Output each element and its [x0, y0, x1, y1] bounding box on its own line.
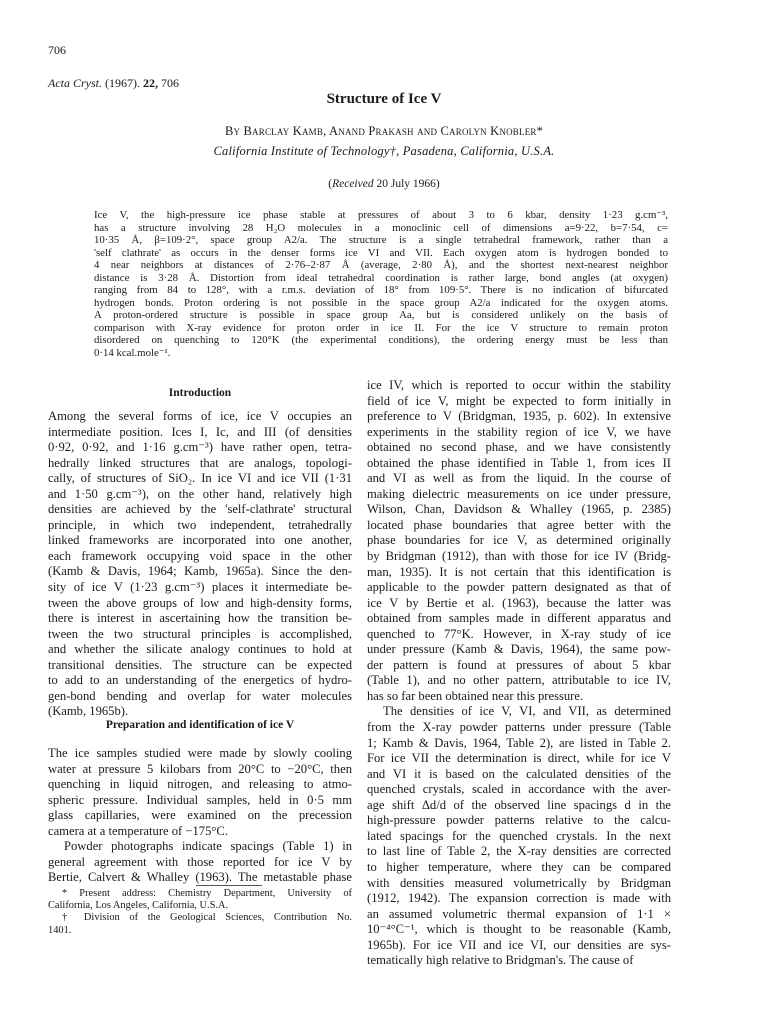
text-line: der pattern is found at pressures of about 5 kbar — [367, 657, 671, 672]
text-line: glass capillaries, were examined on the precession — [48, 808, 352, 823]
text-line: 1965b). For ice VII and ice VI, our densities are sys- — [367, 937, 671, 952]
text-line: an assumed volumetric thermal expansion of 1·1 × — [367, 906, 671, 921]
text-line: 10⁻⁴°C⁻¹, which is thought to be reasonable (Kamb, — [367, 922, 671, 937]
abstract-line: disordered on quenching to 120°K (the experimental conditions), the ordering energy must be less than — [94, 334, 668, 346]
authors: By Barclay Kamb, Anand Prakash and Carolyn Knobler* — [224, 124, 544, 138]
received-date: (Received 20 July 1966) — [328, 178, 440, 190]
text-line: densities are achieved by the 'self-clathrate' structural — [48, 502, 352, 517]
text-line: man, 1935). It is not certain that this identification is — [367, 564, 671, 579]
text-line: obtained the phase identified in Table 1, from ices II — [367, 455, 671, 470]
text-line: there is interest in ascertaining how the transition be- — [48, 611, 352, 626]
received-label: Received — [332, 178, 374, 190]
right-column-text — [367, 378, 671, 969]
text-line: hedrally linked structures that are analogs, topologi- — [48, 455, 352, 470]
text-line: (Kamb & Davis, 1964; Kamb, 1965a). Since the den- — [48, 564, 352, 579]
text-line: (1912, 1942). The expansion correction is made with — [367, 891, 671, 906]
abstract-line: 4 near neighbors at distances of 2·76–2·87 Å (average, 2·80 Å), and the shortest next-nearest neighbor — [94, 259, 668, 271]
affiliation: California Institute of Technology†, Pasadena, California, U.S.A. — [213, 144, 555, 158]
text-line: with densities measured volumetrically by Bridgman — [367, 875, 671, 890]
text-line: experiments in the stability region of ice V, we have — [367, 424, 671, 439]
text-line: preference to V (Bridgman, 1935, p. 602). In extensive — [367, 409, 671, 424]
text-line: ice V by Bertie et al. (1963), because the latter was — [367, 595, 671, 610]
abstract-line: Ice V, the high-pressure ice phase stable at pressures of about 3 to 6 kbar, density 1·23 g.cm⁻³, — [94, 209, 668, 221]
abstract-line: comparison with X-ray evidence for proton order in ice II. For the ice V structure to remain proton — [94, 321, 668, 334]
text-line: under pressure (Kamb & Davis, 1964), the same pow- — [367, 642, 671, 657]
text-line: Bertie, Calvert & Whalley (1963). The metastable phase — [48, 870, 352, 885]
text-line: applicable to the powder pattern designated as that of — [367, 580, 671, 595]
page-number: 706 — [48, 43, 66, 57]
abstract — [94, 209, 668, 359]
text-line: and VI it is based on the calculated densities of the — [367, 766, 671, 781]
text-line: water at pressure 5 kilobars from 20°C to −20°C, then — [48, 761, 352, 776]
text-line: 0·92, 0·92, and 1·16 g.cm⁻³) have rather open, tetra- — [48, 440, 352, 455]
text-line: 1; Kamb & Davis, 1964, Table 2), are listed in Table 2. — [367, 735, 671, 750]
text-line: (Table 1), and no other pattern, attributable to ice IV, — [367, 673, 671, 688]
text-line: principle, in which two independent, tetrahedrally — [48, 517, 352, 532]
text-line: sity of ice V (1·23 g.cm⁻³) places it intermediate be- — [48, 580, 352, 595]
text-line: Among the several forms of ice, ice V occupies an — [48, 409, 352, 423]
text-line: For ice VII the determination is direct, while for ice V — [367, 751, 671, 766]
abstract-line: ranging from 84 to 128°, with a r.m.s. deviation of 18° from 109·5°. There is no indication of bifurcated — [94, 284, 668, 296]
footnote-line: † Division of the Geological Sciences, Contribution No. — [62, 912, 352, 924]
text-line: linked frameworks are incorporated into one another, — [48, 533, 352, 548]
received-date-value: 20 July 1966 — [376, 178, 436, 190]
paper-title: Structure of Ice V — [326, 91, 442, 107]
text-line: obtained no second phase, and we have consistently — [367, 440, 671, 455]
citation-year: (1967). — [105, 76, 140, 90]
text-line: intermediate position. Ices I, Ic, and III (of densities — [48, 424, 352, 439]
journal-citation — [48, 76, 179, 91]
text-line: and 1·50 g.cm⁻³), on the other hand, relatively high — [48, 486, 352, 501]
text-line: spheric pressure. Individual samples, held in 0·5 mm — [48, 792, 352, 807]
text-line: tween the two structural principles is accomplished, — [48, 626, 352, 641]
text-line: to last line of Table 2, the X-ray densities are corrected — [367, 844, 671, 859]
citation-page: 706 — [161, 76, 179, 90]
text-line: and VI as well as from the liquid. In the course of — [367, 471, 671, 486]
footnote-line: 1401. — [48, 924, 72, 936]
text-line: Powder photographs indicate spacings (Table 1) in — [64, 839, 352, 854]
footnotes — [48, 888, 352, 937]
abstract-line: 10·35 Å, β=109·2°, space group A2/a. The structure is a single tetrahedral framework, rather than a — [94, 234, 668, 246]
abstract-line: A proton-ordered structure is possible in space group Aa, but is considered unlikely on the basis of — [94, 309, 668, 321]
citation-volume: 22, — [143, 76, 158, 90]
text-line: to add to an understanding of the energetics of hydro- — [48, 673, 352, 688]
text-line: and whether the silicate analogy continues to hold at — [48, 642, 352, 657]
text-line: age shift Δd/d of the observed line spacings d in the — [367, 797, 671, 812]
text-line: transitional densities. The structure can be expected — [48, 657, 352, 672]
abstract-line: has a structure involving 28 H₂O molecules in a monoclinic cell of dimensions a=9·22, b=7·54, c= — [94, 221, 668, 234]
abstract-line: 0·14 kcal.mole⁻¹. — [94, 346, 171, 359]
text-line: phase boundaries for ice V, as determined originally — [367, 533, 671, 548]
footnote-line: * Present address: Chemistry Department, University of — [62, 888, 352, 899]
text-line: to higher temperature, where they can be compared — [367, 859, 671, 874]
text-line: each framework occupying void space in the other — [48, 548, 352, 563]
section-heading-introduction: Introduction — [168, 387, 232, 399]
text-line: (Kamb, 1965b). — [48, 704, 129, 719]
text-line: ice IV, which is reported to occur within the stability — [367, 378, 671, 392]
text-line: by Bridgman (1912), than with those for ice IV (Bridg- — [367, 549, 671, 564]
text-line: Wilson, Chan, Davidson & Whalley (1965, p. 2385) — [367, 502, 671, 517]
text-line: gen-bond bending and overlap for water molecules — [48, 688, 352, 703]
text-line: The ice samples studied were made by slowly cooling — [48, 746, 352, 760]
text-line: located phase boundaries that agree better with the — [367, 517, 671, 532]
text-line: obtained from samples made in different apparatus and — [367, 611, 671, 626]
preparation-text — [48, 746, 352, 886]
text-line: field of ice V, might be expected to form initially in — [367, 393, 671, 408]
journal-name: Acta Cryst. — [48, 76, 102, 90]
text-line: from the X-ray powder patterns under pressure (Table — [367, 720, 671, 735]
text-line: making dielectric measurements on ice under pressure, — [367, 486, 671, 501]
abstract-line: distance is 3·28 Å. Distortion from ideal tetrahedral coordination is rather large, bond angles (at oxygen) — [94, 271, 668, 284]
text-line: general agreement with those reported for ice V by — [48, 854, 352, 869]
introduction-text — [48, 409, 352, 720]
text-line: cally, of structures of SiO₂. In ice VI and ice VII (1·31 — [48, 471, 352, 486]
text-line: quenching in liquid nitrogen, and releasing to atmo- — [48, 777, 352, 792]
footnote-divider — [196, 885, 262, 886]
text-line: lated spacings for the quenched crystals. In the next — [367, 828, 671, 843]
abstract-line: hydrogen bonds. Proton ordering is not possible in the space group A2/a indicated for the oxygen atoms. — [94, 296, 668, 309]
text-line: quenched to 77°K. However, in X-ray study of ice — [367, 626, 671, 641]
text-line: quenched crystals, scaled in accordance with the aver- — [367, 782, 671, 797]
text-line: The densities of ice V, VI, and VII, as determined — [383, 704, 671, 719]
abstract-line: 'self clathrate' as occurs in the denser forms ice VI and VII. Each oxygen atom is hydrogen bonded to — [94, 246, 668, 259]
text-line: tematically high relative to Bridgman's. The cause of — [367, 953, 634, 968]
text-line: tween the above groups of low and high-density forms, — [48, 595, 352, 610]
section-heading-preparation: Preparation and identification of ice V — [105, 719, 295, 731]
text-line: high-pressure powder patterns relative to the calcu- — [367, 813, 671, 828]
text-line: camera at a temperature of −175°C. — [48, 823, 228, 838]
text-line: has so far been obtained near this pressure. — [367, 688, 584, 703]
footnote-line: California, Los Angeles, California, U.S.A. — [48, 900, 229, 912]
